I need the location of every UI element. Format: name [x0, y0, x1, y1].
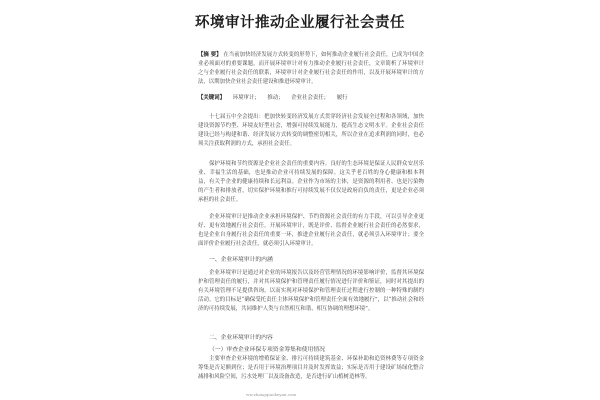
abstract-block [198, 51, 424, 87]
keyword-item: 履行 [336, 95, 348, 101]
body-paragraph-1 [198, 113, 424, 149]
paragraph-text: 保护环境和节约资源是企业社会责任的重要内容。良好的生态环境是保证人民群众安居乐业、幸福生活的基础，也是推动企业可持续发展的保障。这关乎老百姓的身心健康和根本利益，有关乎企业的健康持续和长远利益。企业作为市场的主体，是资源的利用者、也是污染物的产生者和排放者，切实保护环境和推行可持续发展不仅仅是政府肩负的责任，更是企业必须承担的社会责任。 [198, 161, 424, 204]
body-paragraph-2 [198, 160, 424, 205]
section-text: 主要审查企业环境的增殖保证金、排污可持续建筑基金、环保补助和追资林费等专项资金筹集是否足额到位；是否用于环境治理项目并及时发挥效益；实际是否用于建设矿场绿化整合减排和风险空间，污水处理厂以及设备改造，是否进行矿山植树造林等。 [198, 356, 424, 381]
abstract-label: 【摘 要】 [198, 52, 222, 58]
paragraph-text: 企业环境审计是推动企业承担环境保护、节约资源社会责任的有力手段，可以引导企业更好、更有效地履行社会责任。开展环境审计，既是评价、监督企业履行社会责任的必然要求，也是企业自身履行社会责任的重要一环，推进企业履行社会责任，就必须引入环境审计；要全面评价企业履行社会责任，就必须引入环境审计。 [198, 214, 424, 248]
keywords-block [198, 94, 424, 103]
sub-heading: （一）审查企业环保专项资金筹集和使用情况 [209, 347, 325, 353]
keywords-label: 【关键词】 [198, 95, 225, 101]
section-heading: 二、企业环境审计的内容 [209, 335, 273, 341]
section-heading: 一、企业环境审计的内涵 [209, 257, 273, 263]
keyword-item: 推动； [267, 95, 284, 101]
section-2 [198, 334, 424, 382]
document-title: 环境审计推动企业履行社会责任 [195, 14, 405, 31]
paragraph-text: 十七届五中全会提出：把加快转变经济发展方式贯穿经济社会发展全过程和各领域，加快建设资源节约型、环境友好型社会，增强可持续发展能力，提高生态文明水平。企业社会责任建设已经与构建和谐、经济发展方式转变的调整密切相关，所以企业在追求利润的同时，也必须关注获取利润的方式，承担社会责任。 [198, 114, 424, 148]
section-1 [198, 256, 424, 314]
abstract-text: 在当前加快经济发展方式转变的形势下，如何推动企业履行社会责任，已成为中国企业必须面对的重要课题。而开展环境审计对有力推动企业履行社会责任，文章简析了环境审计之与企业履行社会责任的联系，环境审计对企业履行社会责任的作用，以及开展环境审计的方法，以期加快企业社会责任建设和推进环境审计。 [198, 52, 424, 86]
section-text: 企业环境审计是通过对企业的环境报告以及经营管理情况的环境影响评价，监督其环境保护和管理责任的履行，并对其环境保护和管理责任履行情况进行评价和鉴证，同时对其提出的有关环境管理不足提供咨询，以而实现对环境保护和管理责任过程进行控制的一种特殊的制约活动。它的目标是“确保受托责任主体环境保护和管理责任全面有效地履行”，以“推动社会和经济的可持续发展，共同维护人类与自然相互和谐、相互协调的理想环境”。 [198, 270, 424, 313]
keyword-item: 环境审计； [232, 95, 260, 101]
footer-watermark: ww.zhangqiaokeyan.com [246, 392, 297, 397]
keyword-item: 企业社会责任； [291, 95, 330, 101]
body-paragraph-3 [198, 213, 424, 249]
